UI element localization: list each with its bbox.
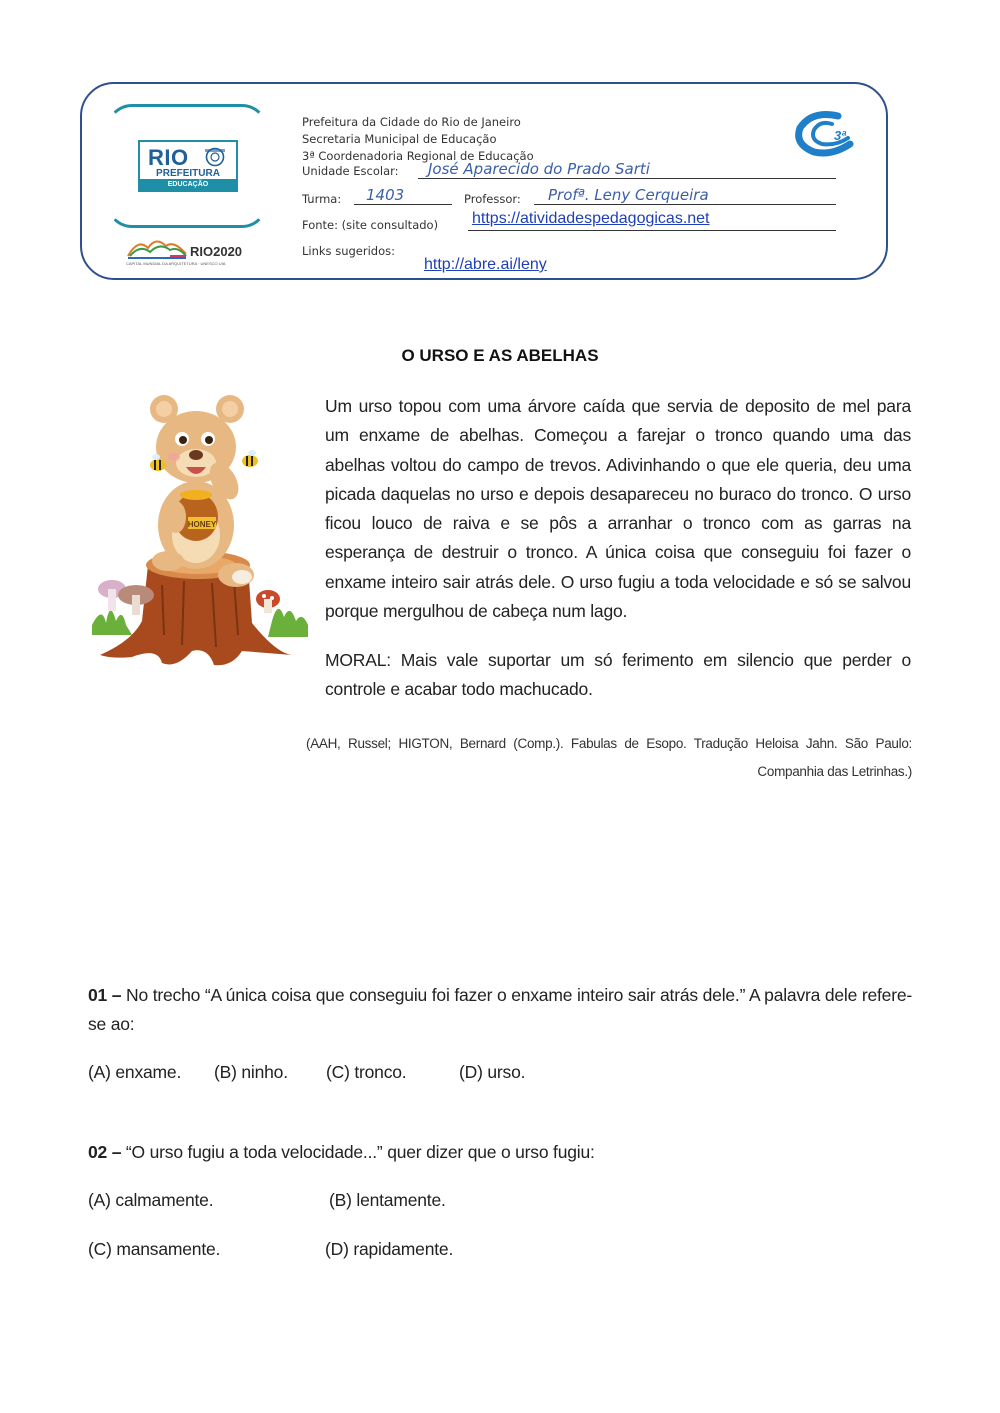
logo-rio-text: RIO (148, 145, 189, 170)
inst-line-2: Secretaria Municipal de Educação (302, 132, 497, 146)
city-seal-icon (202, 147, 228, 167)
rio2020-mountains-icon (126, 234, 188, 260)
rio-prefeitura-logo (138, 140, 238, 192)
story-citation: (AAH, Russel; HIGTON, Bernard (Comp.). Fabulas de Esopo. Tradução Heloisa Jahn. São Paulo: Companhia das Letrinhas.) (306, 736, 912, 779)
turma-label: Turma: (302, 192, 342, 206)
q1-option-c[interactable]: (C) tronco. (326, 1062, 407, 1082)
inst-line-3: 3ª Coordenadoria Regional de Educação (302, 149, 534, 163)
q2-option-c[interactable]: (C) mansamente. (88, 1239, 221, 1259)
cre-3-logo-icon (792, 108, 862, 158)
professor-label: Professor: (464, 192, 521, 206)
rio2020-text: RIO2020 (190, 244, 243, 259)
question-2 (88, 1138, 912, 1167)
logo-educacao-text: EDUCAÇÃO (140, 179, 236, 190)
logo-prefeitura-text: PREFEITURA (156, 168, 220, 179)
story-title: O URSO E AS ABELHAS (401, 346, 599, 365)
links-label: Links sugeridos: (302, 244, 395, 258)
professor-value: Profª. Leny Cerqueira (548, 186, 709, 204)
fonte-label: Fonte: (site consultado) (302, 218, 439, 232)
unidade-label: Unidade Escolar: (302, 164, 399, 178)
unidade-value: José Aparecido do Prado Sarti (428, 160, 650, 178)
question-1-text: No trecho “A única coisa que conseguiu foi fazer o enxame inteiro sair atrás dele.” A palavra dele refere-se ao: (88, 985, 912, 1034)
question-1-number: 01 – (88, 985, 122, 1005)
story-body: Um urso topou com uma árvore caída que servia de deposito de mel para um enxame de abelhas. Começou a farejar o tronco quando uma das abelhas voltou do campo de trevos. Adivinhando o que ele queria, deu uma picada daquelas no urso e depois desapareceu no buraco do tronco. O urso ficou louco de raiva e se pôs a arranhar o tronco com as garras na esperança de destruir o tronco. A única coisa que conseguiu foi fazer o enxame inteiro sair atrás dele. O urso fugiu a toda velocidade e só se salvou porque mergulhou de cabeça num lago. (325, 396, 911, 622)
header-box (80, 82, 888, 280)
q2-option-a[interactable]: (A) calmamente. (88, 1190, 214, 1210)
cre-logo-text: 3ª (834, 128, 847, 143)
q1-option-d[interactable]: (D) urso. (459, 1062, 526, 1082)
q2-option-d[interactable]: (D) rapidamente. (325, 1239, 454, 1259)
bear-honey-illustration (92, 385, 312, 675)
bee-right-icon (242, 450, 258, 467)
turma-value: 1403 (366, 186, 405, 204)
fonte-link[interactable]: https://atividadespedagogicas.net (472, 210, 710, 227)
question-1 (88, 981, 912, 1039)
professor-field (534, 186, 836, 205)
q1-option-a[interactable]: (A) enxame. (88, 1062, 182, 1082)
q1-option-b[interactable]: (B) ninho. (214, 1062, 288, 1082)
q2-option-b[interactable]: (B) lentamente. (329, 1190, 446, 1210)
honey-pot-label: HONEY (187, 520, 217, 529)
links-sugeridos-link[interactable]: http://abre.ai/leny (424, 256, 547, 273)
rio2020-subtitle: CAPITAL MUNDIAL DA ARQUITETURA · UNESCO UIA (126, 261, 226, 266)
story-moral: MORAL: Mais vale suportar um só ferimento em silencio que perder o controle e acabar todo machucado. (325, 650, 911, 700)
turma-field (354, 186, 452, 205)
rio2020-logo (126, 234, 256, 270)
unidade-field (418, 160, 836, 179)
question-2-number: 02 – (88, 1142, 122, 1162)
institution-lines (302, 114, 534, 165)
question-2-text: “O urso fugiu a toda velocidade...” quer dizer que o urso fugiu: (121, 1142, 595, 1162)
inst-line-1: Prefeitura da Cidade do Rio de Janeiro (302, 115, 521, 129)
